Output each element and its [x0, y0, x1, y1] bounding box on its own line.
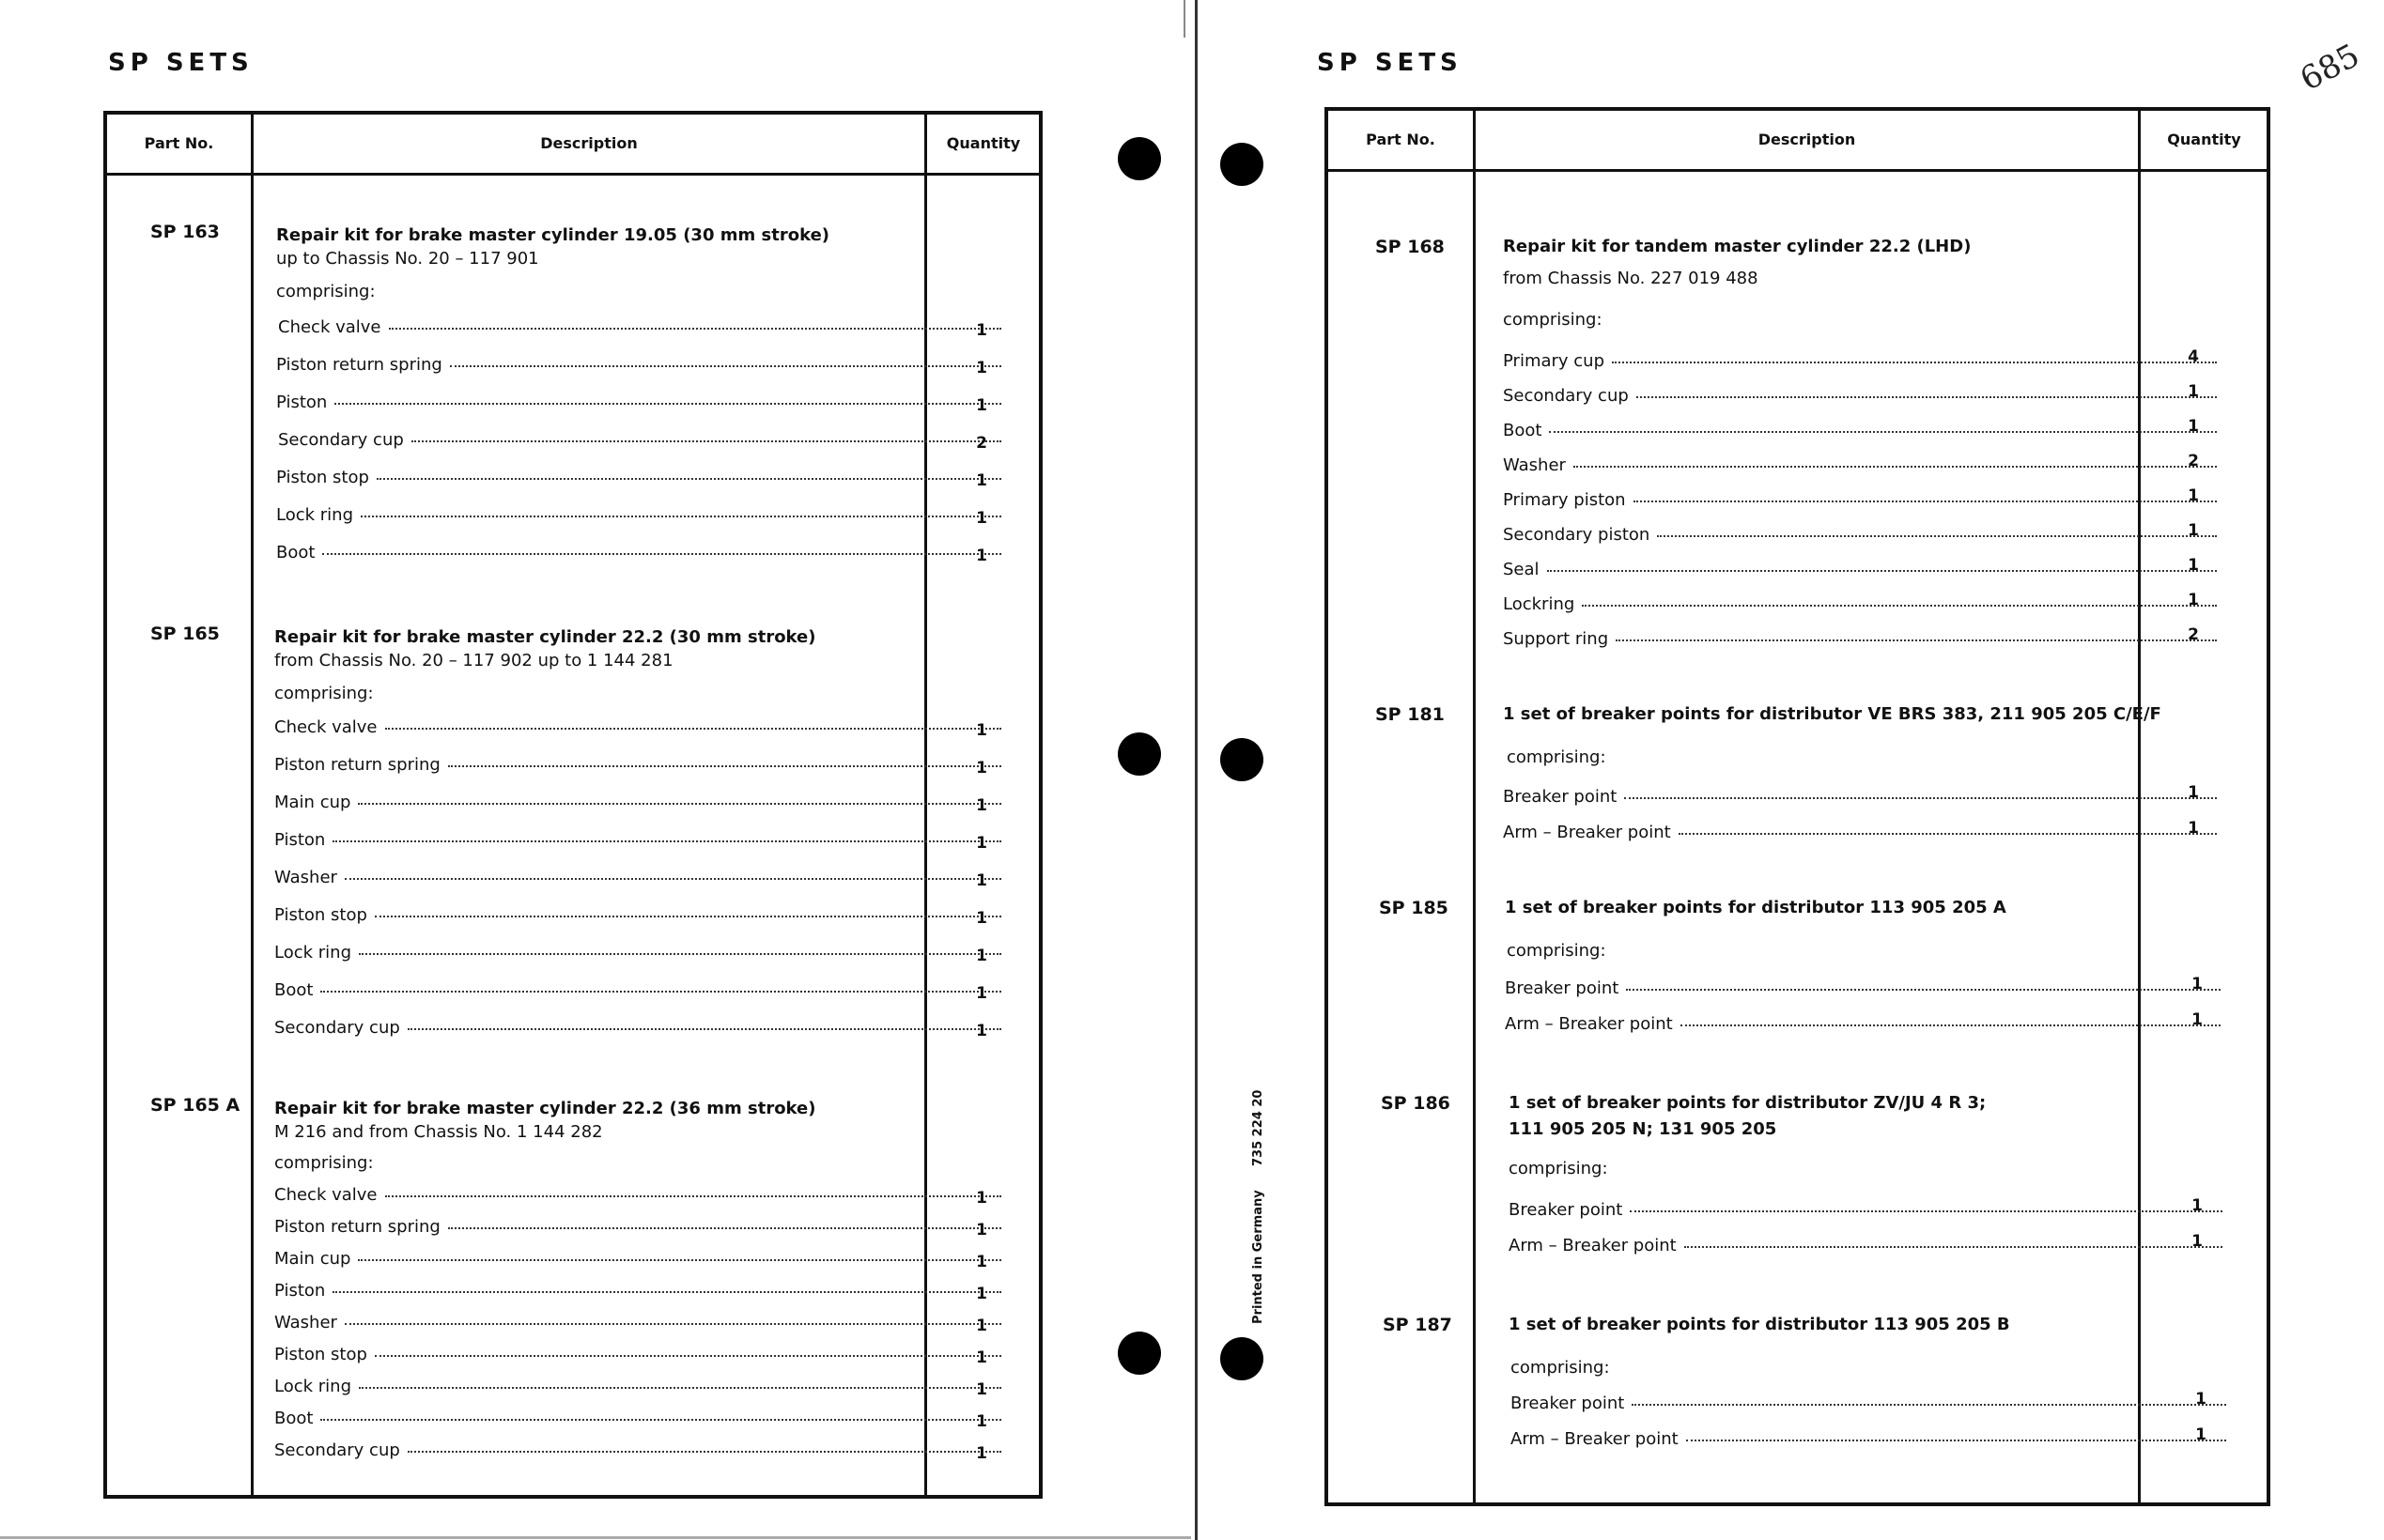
item-quantity: 1 [976, 396, 987, 415]
list-item [274, 1345, 1001, 1364]
list-item [1503, 455, 2217, 475]
part-number: SP 168 [1375, 237, 1445, 257]
item-label: Piston stop [276, 468, 369, 487]
item-quantity: 1 [976, 1285, 987, 1303]
item-label: Washer [274, 868, 337, 887]
item-quantity: 1 [976, 796, 987, 815]
part-number: SP 165 A [150, 1095, 240, 1116]
binder-hole [1118, 1332, 1161, 1375]
item-label: Check valve [274, 717, 378, 737]
item-quantity: 2 [2188, 625, 2199, 644]
item-label: Lock ring [276, 505, 354, 525]
binder-hole [1220, 1337, 1263, 1380]
printed-in-germany: Printed in Germany [1251, 1190, 1265, 1324]
list-item [274, 868, 1001, 887]
list-item [274, 1185, 1001, 1205]
list-item [274, 1440, 1001, 1460]
item-label: Breaker point [1509, 1200, 1623, 1220]
item-quantity: 1 [976, 721, 987, 740]
header-part-no: Part No. [1366, 130, 1435, 148]
item-quantity: 1 [2191, 1232, 2203, 1251]
list-item [1509, 1200, 2222, 1220]
list-item [274, 1018, 1001, 1038]
comprising-label: comprising: [1507, 941, 1606, 961]
list-item [274, 1377, 1001, 1396]
list-item [1503, 560, 2217, 579]
item-label: Primary cup [1503, 351, 1605, 371]
list-item [274, 943, 1001, 962]
item-quantity: 1 [976, 1189, 987, 1208]
item-quantity: 1 [976, 1022, 987, 1040]
item-quantity: 1 [976, 509, 987, 528]
item-label: Piston stop [274, 1345, 367, 1364]
header-divider [1328, 169, 2267, 172]
comprising-label: comprising: [274, 684, 374, 703]
item-quantity: 1 [976, 1380, 987, 1399]
item-quantity: 1 [2188, 591, 2199, 609]
item-label: Washer [274, 1313, 337, 1332]
item-label: Breaker point [1505, 978, 1619, 998]
binder-hole [1118, 137, 1161, 180]
item-label: Seal [1503, 560, 1540, 579]
list-item [1503, 421, 2217, 440]
list-item [274, 1281, 1001, 1301]
list-item [1509, 1236, 2222, 1255]
list-item [1505, 978, 2221, 998]
item-quantity: 1 [976, 321, 987, 340]
set-title: 1 set of breaker points for distributor VE BRS 383, 211 905 205 C/E/F [1503, 704, 2161, 724]
item-quantity: 1 [2188, 556, 2199, 575]
list-item [278, 430, 1001, 450]
item-quantity: 2 [976, 434, 987, 453]
comprising-label: comprising: [1510, 1358, 1610, 1378]
comprising-label: comprising: [1509, 1159, 1608, 1178]
list-item [274, 1217, 1001, 1237]
column-divider [251, 115, 254, 1495]
item-label: Boot [1503, 421, 1542, 440]
item-quantity: 1 [976, 834, 987, 853]
set-title: Repair kit for brake master cylinder 22.2 (36 mm stroke) [274, 1099, 816, 1118]
list-item [274, 1313, 1001, 1332]
item-label: Check valve [278, 317, 381, 337]
item-label: Check valve [274, 1185, 378, 1205]
item-label: Secondary cup [274, 1440, 400, 1460]
item-label: Piston return spring [276, 355, 442, 375]
item-quantity: 1 [976, 871, 987, 890]
item-label: Arm – Breaker point [1509, 1236, 1677, 1255]
set-title: Repair kit for brake master cylinder 22.2 (30 mm stroke) [274, 627, 816, 647]
set-subtitle: from Chassis No. 20 – 117 902 up to 1 144 281 [274, 651, 673, 670]
item-label: Boot [274, 1409, 314, 1428]
item-label: Piston stop [274, 905, 367, 925]
header-description: Description [540, 133, 638, 152]
item-label: Boot [276, 543, 316, 562]
comprising-label: comprising: [276, 282, 376, 301]
list-item [274, 905, 1001, 925]
item-label: Secondary cup [274, 1018, 400, 1038]
item-label: Lockring [1503, 594, 1575, 614]
set-title: 1 set of breaker points for distributor ZV/JU 4 R 3; [1509, 1093, 1987, 1113]
list-item [1503, 351, 2217, 371]
header-quantity: Quantity [946, 133, 1021, 152]
item-quantity: 1 [976, 471, 987, 490]
list-item [276, 393, 1001, 412]
item-quantity: 1 [976, 547, 987, 565]
item-quantity: 1 [976, 1253, 987, 1271]
item-quantity: 1 [2195, 1425, 2206, 1444]
item-quantity: 1 [976, 759, 987, 778]
item-label: Lock ring [274, 943, 352, 962]
item-quantity: 1 [976, 1444, 987, 1463]
item-label: Primary piston [1503, 490, 1626, 510]
binder-hole [1220, 738, 1263, 781]
list-item [276, 355, 1001, 375]
set-title-line-2: 111 905 205 N; 131 905 205 [1509, 1119, 1777, 1139]
item-label: Arm – Breaker point [1510, 1429, 1679, 1449]
set-title: 1 set of breaker points for distributor 113 905 205 A [1505, 898, 2006, 917]
header-part-no: Part No. [144, 133, 214, 152]
item-quantity: 1 [976, 984, 987, 1003]
set-title: Repair kit for brake master cylinder 19.05 (30 mm stroke) [276, 225, 830, 245]
comprising-label: comprising: [1503, 310, 1602, 330]
list-item [276, 505, 1001, 525]
left-page-title: SP SETS [108, 49, 254, 77]
item-label: Lock ring [274, 1377, 352, 1396]
item-label: Piston return spring [274, 1217, 441, 1237]
header-quantity: Quantity [2167, 130, 2241, 148]
comprising-label: comprising: [274, 1153, 374, 1173]
part-number: SP 181 [1375, 704, 1445, 725]
list-item [274, 793, 1001, 812]
right-page [1195, 0, 2384, 1540]
item-quantity: 4 [2188, 347, 2199, 366]
part-number: SP 186 [1381, 1093, 1450, 1114]
item-label: Secondary cup [1503, 386, 1629, 406]
comprising-label: comprising: [1507, 747, 1606, 767]
list-item [274, 717, 1001, 737]
print-code: 735 224 20 [1251, 1089, 1265, 1166]
item-quantity: 1 [2188, 486, 2199, 505]
list-item [1503, 787, 2217, 807]
list-item [276, 468, 1001, 487]
list-item [1503, 386, 2217, 406]
list-item [276, 543, 1001, 562]
column-divider [2138, 111, 2141, 1502]
item-label: Breaker point [1510, 1394, 1625, 1413]
item-label: Breaker point [1503, 787, 1618, 807]
item-quantity: 1 [976, 909, 987, 928]
item-quantity: 1 [2195, 1390, 2206, 1409]
item-quantity: 1 [2191, 1196, 2203, 1215]
set-subtitle: from Chassis No. 227 019 488 [1503, 269, 1758, 288]
item-label: Piston [274, 830, 326, 850]
right-parts-table [1324, 107, 2270, 1506]
item-label: Washer [1503, 455, 1566, 475]
right-page-title: SP SETS [1317, 49, 1463, 77]
list-item [278, 317, 1001, 337]
list-item [274, 1249, 1001, 1269]
item-label: Boot [274, 980, 314, 1000]
item-quantity: 1 [2188, 819, 2199, 838]
item-quantity: 1 [2188, 417, 2199, 436]
list-item [274, 830, 1001, 850]
item-label: Secondary cup [278, 430, 404, 450]
set-subtitle: M 216 and from Chassis No. 1 144 282 [274, 1122, 603, 1142]
list-item [1505, 1014, 2221, 1034]
list-item [274, 755, 1001, 775]
list-item [1503, 629, 2217, 649]
item-quantity: 2 [2188, 452, 2199, 470]
left-parts-table [103, 111, 1043, 1499]
part-number: SP 163 [150, 222, 220, 242]
item-label: Piston return spring [274, 755, 441, 775]
list-item [1510, 1429, 2226, 1449]
list-item [1503, 490, 2217, 510]
set-title: Repair kit for tandem master cylinder 22.2 (LHD) [1503, 237, 1972, 256]
item-label: Arm – Breaker point [1505, 1014, 1673, 1034]
set-subtitle: up to Chassis No. 20 – 117 901 [276, 249, 539, 269]
header-divider [107, 173, 1039, 176]
binder-hole [1220, 143, 1263, 186]
column-divider [1473, 111, 1476, 1502]
set-title: 1 set of breaker points for distributor 113 905 205 B [1509, 1315, 2010, 1334]
item-quantity: 1 [2188, 382, 2199, 401]
item-label: Piston [274, 1281, 326, 1301]
item-quantity: 1 [976, 359, 987, 377]
item-label: Main cup [274, 1249, 351, 1269]
part-number: SP 185 [1379, 898, 1448, 918]
list-item [1510, 1394, 2226, 1413]
item-quantity: 1 [976, 1221, 987, 1240]
list-item [1503, 823, 2217, 842]
list-item [274, 980, 1001, 1000]
item-label: Arm – Breaker point [1503, 823, 1671, 842]
item-quantity: 1 [2188, 521, 2199, 540]
page-edge [0, 1536, 1191, 1539]
item-label: Support ring [1503, 629, 1609, 649]
header-description: Description [1757, 130, 1856, 148]
item-quantity: 1 [976, 1348, 987, 1367]
item-quantity: 1 [976, 947, 987, 965]
item-label: Main cup [274, 793, 351, 812]
item-label: Piston [276, 393, 328, 412]
part-number: SP 165 [150, 624, 220, 644]
binder-hole [1118, 732, 1161, 776]
list-item [1503, 525, 2217, 545]
item-quantity: 1 [2191, 1010, 2203, 1029]
item-quantity: 1 [2188, 783, 2199, 802]
item-quantity: 1 [2191, 975, 2203, 993]
item-quantity: 1 [976, 1412, 987, 1431]
part-number: SP 187 [1383, 1315, 1452, 1335]
item-label: Secondary piston [1503, 525, 1650, 545]
list-item [1503, 594, 2217, 614]
handwritten-page-number: 685 [2294, 37, 2366, 99]
item-quantity: 1 [976, 1317, 987, 1335]
list-item [274, 1409, 1001, 1428]
